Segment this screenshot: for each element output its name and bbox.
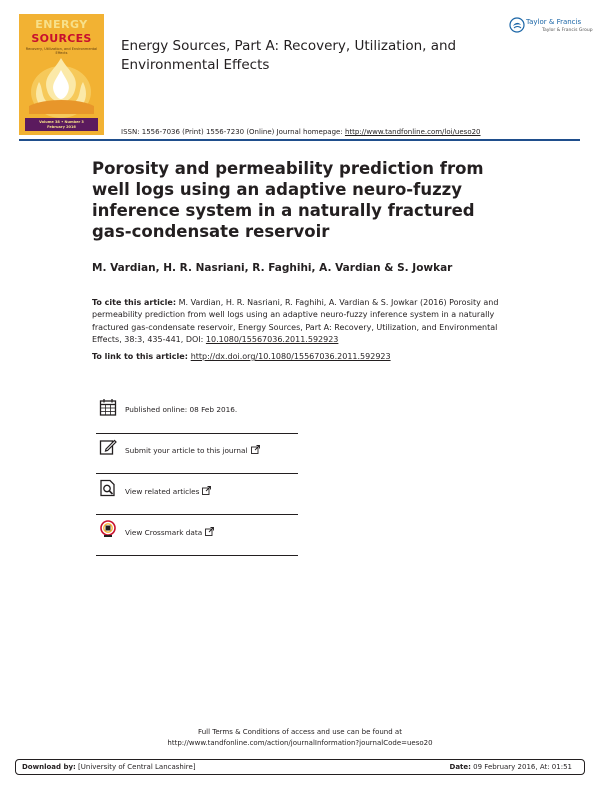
journal-title: Energy Sources, Part A: Recovery, Utilization, and Environmental Effects (121, 38, 457, 73)
header-divider (19, 139, 580, 141)
cover-title-line1: ENERGY (35, 18, 88, 31)
publisher-logo[interactable] (509, 17, 593, 39)
terms-url[interactable]: http://www.tandfonline.com/action/journalInformation?journalCode=ueso20 (167, 739, 433, 747)
info-divider (96, 555, 298, 556)
downloaded-by-value: [University of Central Lancashire] (75, 763, 196, 771)
journal-homepage-link[interactable]: http://www.tandfonline.com/loi/ueso20 (344, 128, 481, 136)
edit-icon (99, 438, 117, 456)
citation-block (92, 297, 512, 346)
publisher-name: Taylor & Francis (526, 18, 582, 26)
download-date-value: 09 February 2016, At: 01:51 (470, 763, 572, 771)
article-link-line (92, 352, 391, 361)
external-link-icon (251, 445, 260, 454)
related-articles-link[interactable] (125, 486, 211, 496)
cover-volume: Volume 38 • Number 3 (39, 120, 84, 124)
downloaded-by-label: Download by: (22, 763, 76, 771)
external-link-icon (205, 527, 214, 536)
article-doi-url[interactable]: http://dx.doi.org/10.1080/15567036.2011.592923 (190, 352, 391, 361)
external-link-icon (202, 486, 211, 495)
crossmark-icon (99, 520, 117, 538)
cover-date: February 2016 (47, 125, 76, 129)
issn-line (121, 128, 481, 136)
calendar-icon (99, 398, 117, 416)
terms-line1: Full Terms & Conditions of access and use can be found at (198, 728, 402, 736)
submit-article-link[interactable] (125, 445, 260, 455)
download-date-label: Date: (449, 763, 471, 771)
crossmark-link[interactable] (125, 527, 214, 537)
submit-article-row[interactable] (96, 433, 298, 473)
related-articles-icon (99, 479, 117, 497)
article-authors: M. Vardian, H. R. Nasriani, R. Faghihi, A. Vardian & S. Jowkar (92, 262, 453, 274)
journal-cover-image[interactable] (19, 14, 104, 135)
published-online-label: Published online: 08 Feb 2016. (125, 405, 238, 414)
cover-title-line2: SOURCES (31, 32, 92, 45)
citation-text: M. Vardian, H. R. Nasriani, R. Faghihi, A. Vardian & S. Jowkar (2016) Porosity and permeability prediction from well logs using an adaptive neuro-fuzzy inference system in a naturally fractured gas-condensate reservoir, Energy Sources, Part A: Recovery, Utilization, and Environmental Effects, 38:3, 435-441, DOI: (92, 298, 499, 344)
downloaded-by (22, 763, 196, 771)
related-articles-label: View related articles (125, 487, 200, 496)
cover-issue-band (25, 118, 98, 131)
related-articles-row[interactable] (96, 474, 298, 514)
publisher-subname: Taylor & Francis Group (542, 28, 593, 33)
terms-notice (0, 727, 600, 749)
citation-doi-link[interactable]: 10.1080/15567036.2011.592923 (205, 334, 339, 344)
article-title: Porosity and permeability prediction from well logs using an adaptive neuro-fuzzy inference system in a naturally fractured gas-condensate reservoir (92, 159, 484, 241)
download-info-bar (15, 759, 585, 775)
publisher-logo-icon (509, 17, 525, 33)
link-label: To link to this article: (92, 352, 191, 361)
cover-subtitle: Recovery, Utilization, and Environmental Effects (25, 47, 98, 55)
crossmark-label: View Crossmark data (125, 528, 203, 537)
published-online-row (96, 393, 298, 433)
issn-text: ISSN: 1556-7036 (Print) 1556-7230 (Online) Journal homepage: (121, 128, 345, 136)
submit-article-label: Submit your article to this journal (125, 446, 248, 455)
crossmark-row[interactable] (96, 515, 298, 555)
cover-flame-graphic (19, 52, 104, 118)
citation-label: To cite this article: (92, 298, 177, 307)
download-date (450, 763, 572, 771)
